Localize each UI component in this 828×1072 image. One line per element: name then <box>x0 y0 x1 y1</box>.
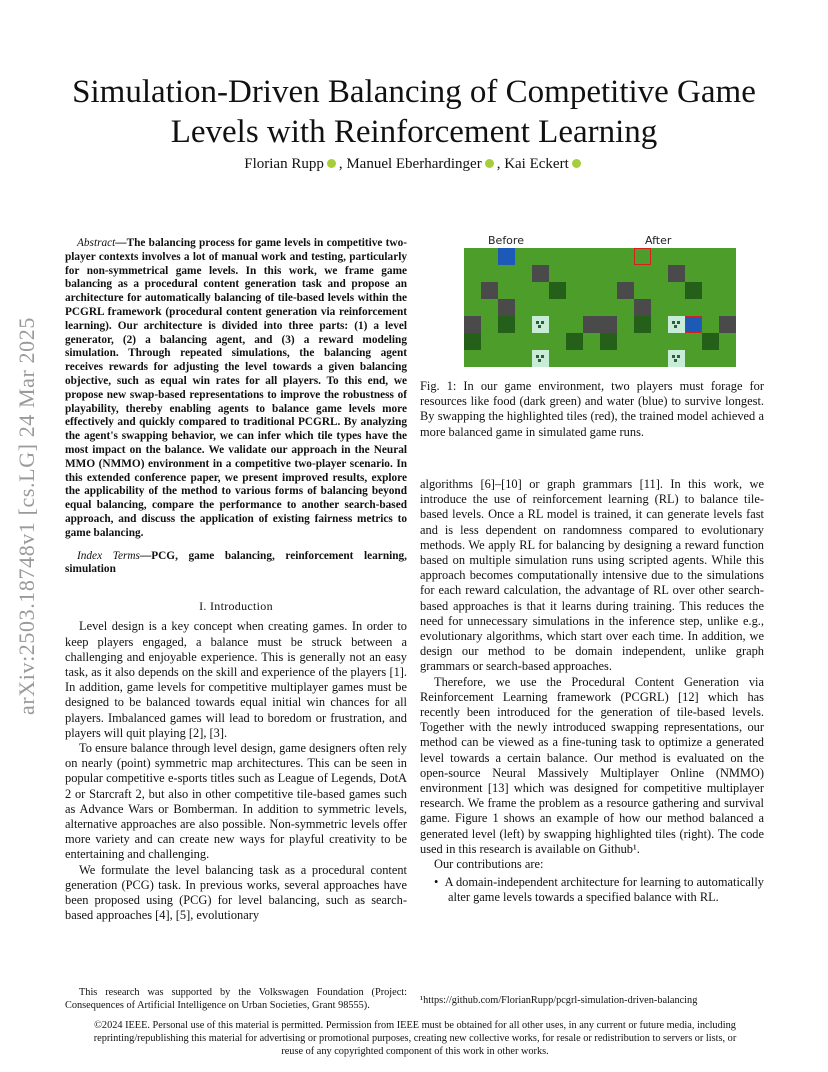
swapped-tile <box>634 248 651 265</box>
arxiv-watermark: arXiv:2503.18748v1 [cs.LG] 24 Mar 2025 <box>14 317 39 715</box>
figure-caption <box>420 379 764 440</box>
player-icon <box>668 350 685 367</box>
author-name: Kai Eckert <box>504 156 569 172</box>
paragraph: algorithms [6]–[10] or graph grammars [11]. In this work, we introduce the use of reinforcement learning (RL) to balance tile-based levels. Once a RL model is trained, it can generate levels fast and is less dependent on randomness compared to evolutionary methods. We apply RL for balancing by designing a reward function based on multiple simulation runs using scripted agents. While this approach becomes computationally intensive due to the simulations for each reward calculation, the advantage of RL over other search-based approaches is that it learns during training. This reduces the need for unnecessary simulations in the inference step, unlike e.g., evolutionary algorithms, which start over each time. In addition, we design our method to be domain independent, unlike graph grammars or search-based approaches. <box>420 477 764 674</box>
author-name: Manuel Eberhardinger <box>346 156 482 172</box>
paper-title: Simulation-Driven Balancing of Competitive Game Levels with Reinforcement Learning <box>72 74 756 150</box>
author-name: Florian Rupp <box>244 156 324 172</box>
index-terms-label: Index Terms <box>77 549 140 562</box>
paragraph: Therefore, we use the Procedural Content Generation via Reinforcement Learning framework (PCGRL) [12] which has recently been introduced for the generation of tile-based levels. Together with the newly introduced swapping representations, our method can be viewed as a fine-tuning task to optimize a generated level towards a certain balance. Our method is evaluated on the open-source Neural Massively Multiplayer Online (NMMO) environment [13] which was designed for competitive multiplayer research. We frame the problem as a resource gathering and survival game. Figure 1 shows an example of how our method balanced a generated level (left) by swapping highlighted tiles (right). The code used in this research is available on Github¹. <box>420 674 764 856</box>
figure-1 <box>440 232 760 382</box>
player-icon <box>532 316 549 333</box>
funding-footnote <box>65 987 407 1013</box>
section-heading: I. Introduction <box>199 599 273 614</box>
index-terms-text: —PCG, game balancing, reinforcement learning, simulation <box>65 549 407 576</box>
orcid-icon[interactable] <box>485 159 494 168</box>
swapped-tile <box>685 316 702 333</box>
contribution-text: A domain-independent architecture for learning to automatically alter game levels towards a specified balance with RL. <box>444 875 764 905</box>
paragraph: Our contributions are: <box>434 857 544 872</box>
paragraph: Level design is a key concept when creating games. In order to keep players engaged, a balance must be struck between a challenging and enjoyable experience. This is generally not an easy task, as it also depends on the skill and experience of the players [1]. In addition, game levels for competitive multiplayer games must be designed to be balanced towards equal initial win chances for all players. Imbalanced games will lead to boredom or frustration, and players will quit playing [2], [3]. <box>65 619 407 740</box>
caption-text: Fig. 1: In our game environment, two players must forage for resources like food (dark green) and water (blue) to survive longest. By swapping the highlighted tiles (red), the trained model achieved a more balanced game in simulated game runs. <box>420 379 764 439</box>
after-label: After <box>645 234 672 247</box>
before-label: Before <box>488 234 524 247</box>
index-terms <box>65 550 407 578</box>
player-icon <box>668 316 685 333</box>
abstract-label: Abstract <box>77 237 116 249</box>
footnote-link[interactable]: ¹https://github.com/FlorianRupp/pcgrl-simulation-driven-balancing <box>420 995 698 1006</box>
paragraph: We formulate the level balancing task as a procedural content generation (PCG) task. In previous works, several approaches have been proposed using (PCG) for level balancing, such as search-based approaches [4], [5], evolutionary <box>65 862 407 923</box>
copyright-notice: ©2024 IEEE. Personal use of this material is permitted. Permission from IEEE must be obtained for all other uses, in any current or future media, including reprinting/republishing this material for advertising or promotional purposes, creating new collective works, for resale or redistribution to servers or lists, or reuse of any copyrighted component of this work in other works. <box>93 1020 737 1057</box>
github-footnote[interactable] <box>420 995 764 1006</box>
contribution-item: • A domain-independent architecture for learning to automatically alter game levels towards a specified balance with RL. <box>434 875 764 905</box>
orcid-icon[interactable] <box>327 159 336 168</box>
right-column <box>420 477 764 906</box>
player-icon <box>532 350 549 367</box>
abstract-text: —The balancing process for game levels in competitive two-player contexts involves a lot of manual work and testing, particularly for non-symmetrical game levels. In this work, we frame game balancing as a procedural content generation task and propose an architecture for automatically balancing of tile-based levels within the PCGRL framework (procedural content generation via reinforcement learning). Our architecture is divided into three parts: (1) a level generator, (2) a balancing agent, and (3) a reward modeling simulation. Through repeated simulations, the balancing agent receives rewards for adjusting the level towards a given balancing objective, such as equal win rates for all players. To this end, we propose new swap-based representations to improve the robustness of playability, thereby enabling agents to balance game levels more effectively and quickly compared to traditional PCGRL. By analyzing the agent's swapping behavior, we can infer which tile types have the most impact on the balance. We validate our approach in the Neural MMO (NMMO) environment in a competitive two-player scenario. In this extended conference paper, we present improved results, explore the applicability of the method to various forms of balancing beyond equal balancing, compare the performance to another search-based approach, and discuss the application of existing fairness metrics to game balancing. <box>65 237 407 539</box>
after-level-grid <box>600 248 736 367</box>
left-column <box>65 237 407 923</box>
abstract <box>65 237 407 541</box>
footnote-text: This research was supported by the Volkswagen Foundation (Project: Consequences of Artificial Intelligence on Urban Societies, Grant 98555). <box>65 987 407 1011</box>
before-level-grid <box>464 248 600 367</box>
author-list: Florian Rupp , Manuel Eberhardinger , Kai Eckert <box>60 156 768 173</box>
orcid-icon[interactable] <box>572 159 581 168</box>
paragraph: To ensure balance through level design, game designers often rely on nearly (point) symmetric map architectures. This can be seen in popular competitive e-sports titles such as League of Legends, DotA 2 or Starcraft 2, but also in other competitive tile-based games such as Advance Wars or Bomberman. In addition to symmetric levels, alternative approaches are also possible. Non-symmetric levels offer more variety and can create new ways for playful creativity to be entertaining and challenging. <box>65 740 407 862</box>
